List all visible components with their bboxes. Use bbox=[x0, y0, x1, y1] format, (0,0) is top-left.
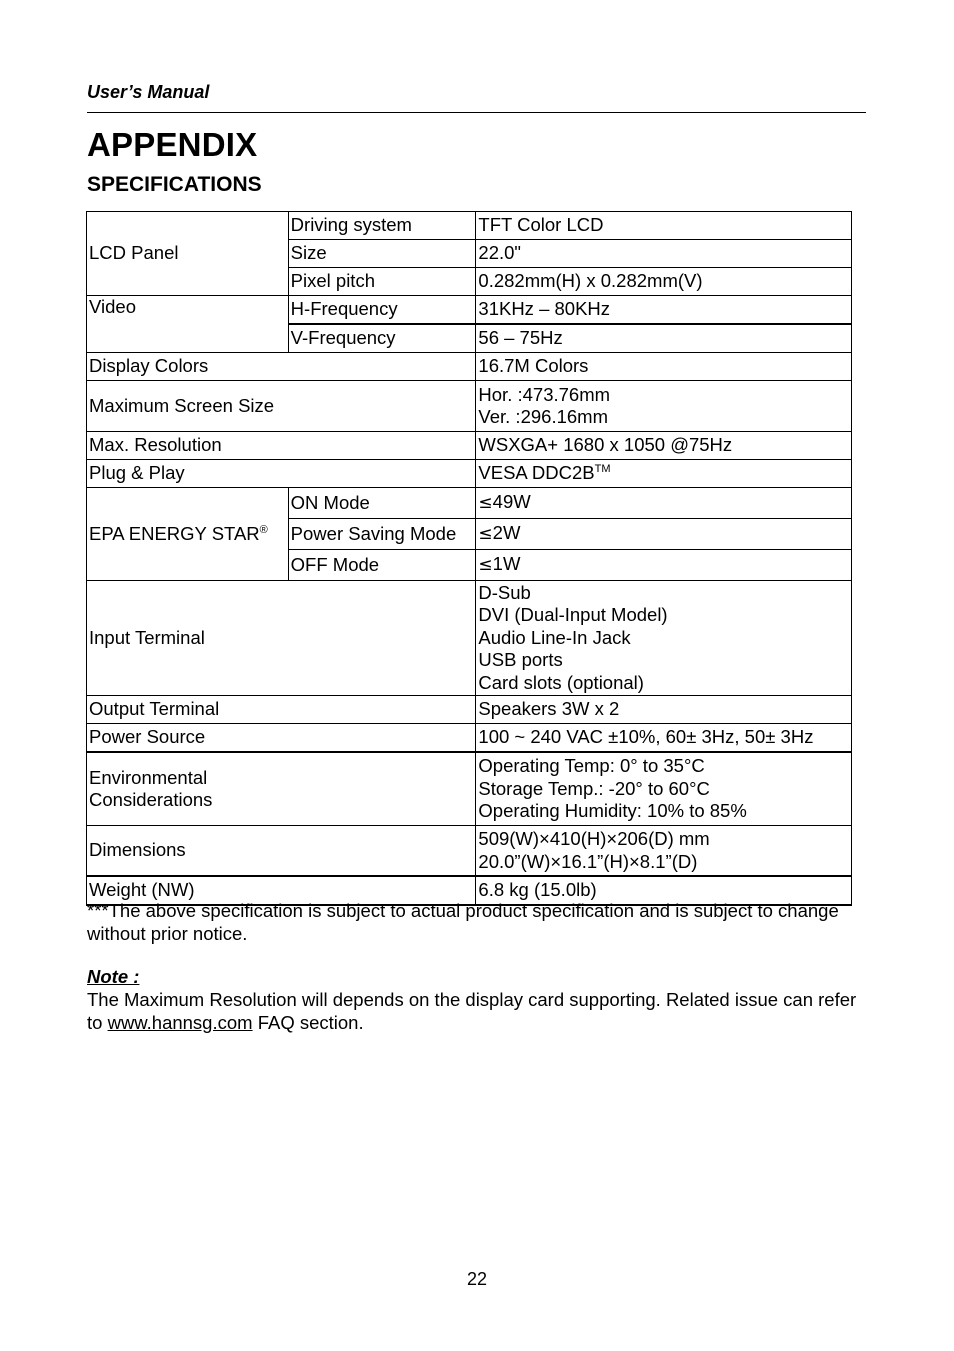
appendix-heading: APPENDIX bbox=[87, 126, 258, 163]
table-row bbox=[87, 752, 852, 826]
max-resolution-label: Max. Resolution bbox=[87, 432, 476, 460]
table-row bbox=[87, 296, 852, 325]
max-screen-size-value bbox=[476, 381, 852, 432]
specifications-table bbox=[86, 211, 852, 906]
environmental-value bbox=[476, 752, 852, 826]
environmental-label-line: Considerations bbox=[89, 789, 213, 810]
max-screen-size-label: Maximum Screen Size bbox=[87, 381, 476, 432]
input-terminal-item: USB ports bbox=[478, 649, 563, 671]
plug-play-value bbox=[476, 460, 852, 488]
dimensions-value bbox=[476, 826, 852, 877]
power-source-value: 100 ~ 240 VAC ±10%, 60± 3Hz, 50± 3Hz bbox=[476, 724, 852, 753]
pixel-pitch-label: Pixel pitch bbox=[288, 268, 476, 296]
table-row bbox=[87, 826, 852, 877]
on-mode-label: ON Mode bbox=[288, 488, 476, 519]
trademark-mark: TM bbox=[594, 463, 611, 476]
less-equal-symbol: ≤ bbox=[478, 555, 493, 576]
header-divider bbox=[87, 112, 866, 113]
table-row bbox=[87, 488, 852, 519]
environmental-label bbox=[87, 752, 476, 826]
v-frequency-value: 56 – 75Hz bbox=[476, 324, 852, 353]
power-saving-value bbox=[476, 519, 852, 550]
note-text-after: FAQ section. bbox=[252, 1012, 364, 1033]
weight-value: 6.8 kg (15.0lb) bbox=[476, 876, 852, 905]
table-row bbox=[87, 353, 852, 381]
off-mode-value bbox=[476, 550, 852, 581]
output-terminal-label: Output Terminal bbox=[87, 696, 476, 724]
h-frequency-label: H-Frequency bbox=[288, 296, 476, 325]
off-mode-watts: 1W bbox=[492, 553, 521, 575]
dimensions-label: Dimensions bbox=[87, 826, 476, 877]
epa-text: EPA ENERGY STAR bbox=[89, 522, 260, 544]
input-terminal-label: Input Terminal bbox=[87, 581, 476, 696]
dimensions-item: 509(W)×410(H)×206(D) mm bbox=[478, 828, 710, 849]
driving-system-label: Driving system bbox=[288, 212, 476, 240]
max-resolution-value: WSXGA+ 1680 x 1050 @75Hz bbox=[476, 432, 852, 460]
power-source-label: Power Source bbox=[87, 724, 476, 753]
input-terminal-item: Audio Line-In Jack bbox=[478, 626, 631, 648]
environmental-item: Storage Temp.: -20° to 60°C bbox=[478, 777, 710, 799]
output-terminal-value: Speakers 3W x 2 bbox=[476, 696, 852, 724]
table-row bbox=[87, 381, 852, 432]
table-row bbox=[87, 724, 852, 753]
input-terminal-item: DVI (Dual-Input Model) bbox=[478, 604, 668, 626]
driving-system-value: TFT Color LCD bbox=[476, 212, 852, 240]
weight-label: Weight (NW) bbox=[87, 876, 476, 905]
table-row bbox=[87, 212, 852, 240]
v-frequency-label: V-Frequency bbox=[288, 324, 476, 353]
table-row bbox=[87, 696, 852, 724]
table-row bbox=[87, 432, 852, 460]
input-terminal-item: D-Sub bbox=[478, 581, 531, 603]
plug-play-text: VESA DDC2B bbox=[478, 462, 595, 484]
table-row bbox=[87, 460, 852, 488]
plug-play-label: Plug & Play bbox=[87, 460, 476, 488]
lcd-panel-label: LCD Panel bbox=[87, 212, 289, 296]
display-colors-label: Display Colors bbox=[87, 353, 476, 381]
hannsg-link[interactable]: www.hannsg.com bbox=[107, 1012, 253, 1033]
max-screen-ver: Ver. :296.16mm bbox=[478, 406, 608, 427]
power-saving-label: Power Saving Mode bbox=[288, 519, 476, 550]
less-equal-symbol: ≤ bbox=[478, 524, 493, 545]
video-label: Video bbox=[87, 296, 289, 353]
input-terminal-value bbox=[476, 581, 852, 696]
size-value: 22.0" bbox=[476, 240, 852, 268]
table-row bbox=[87, 581, 852, 696]
power-saving-watts: 2W bbox=[492, 522, 521, 544]
page-number: 22 bbox=[466, 1269, 488, 1289]
specification-footnote: ***The above specification is subject to actual product specification and is subject to change without prior notice. bbox=[87, 900, 839, 944]
epa-energy-star-label bbox=[87, 488, 289, 581]
off-mode-label: OFF Mode bbox=[288, 550, 476, 581]
environmental-label-line: Environmental bbox=[89, 766, 208, 788]
specifications-heading: SPECIFICATIONS bbox=[87, 173, 262, 196]
less-equal-symbol: ≤ bbox=[478, 493, 493, 514]
on-mode-value bbox=[476, 488, 852, 519]
note-text-before: The Maximum Resolution will depends on the display card supporting. Related issue can refer to bbox=[87, 989, 857, 1033]
environmental-item: Operating Humidity: 10% to 85% bbox=[478, 800, 747, 822]
note-text bbox=[87, 988, 867, 1034]
note-label: Note : bbox=[87, 966, 140, 987]
on-mode-watts: 49W bbox=[492, 491, 531, 513]
environmental-item: Operating Temp: 0° to 35°C bbox=[478, 755, 705, 777]
pixel-pitch-value: 0.282mm(H) x 0.282mm(V) bbox=[476, 268, 852, 296]
h-frequency-value: 31KHz – 80KHz bbox=[476, 296, 852, 325]
max-screen-hor: Hor. :473.76mm bbox=[478, 383, 611, 405]
registered-mark: ® bbox=[259, 523, 268, 536]
dimensions-item: 20.0”(W)×16.1”(H)×8.1”(D) bbox=[478, 850, 698, 872]
input-terminal-item: Card slots (optional) bbox=[478, 671, 644, 693]
display-colors-value: 16.7M Colors bbox=[476, 353, 852, 381]
manual-header: User’s Manual bbox=[87, 82, 210, 102]
size-label: Size bbox=[288, 240, 476, 268]
